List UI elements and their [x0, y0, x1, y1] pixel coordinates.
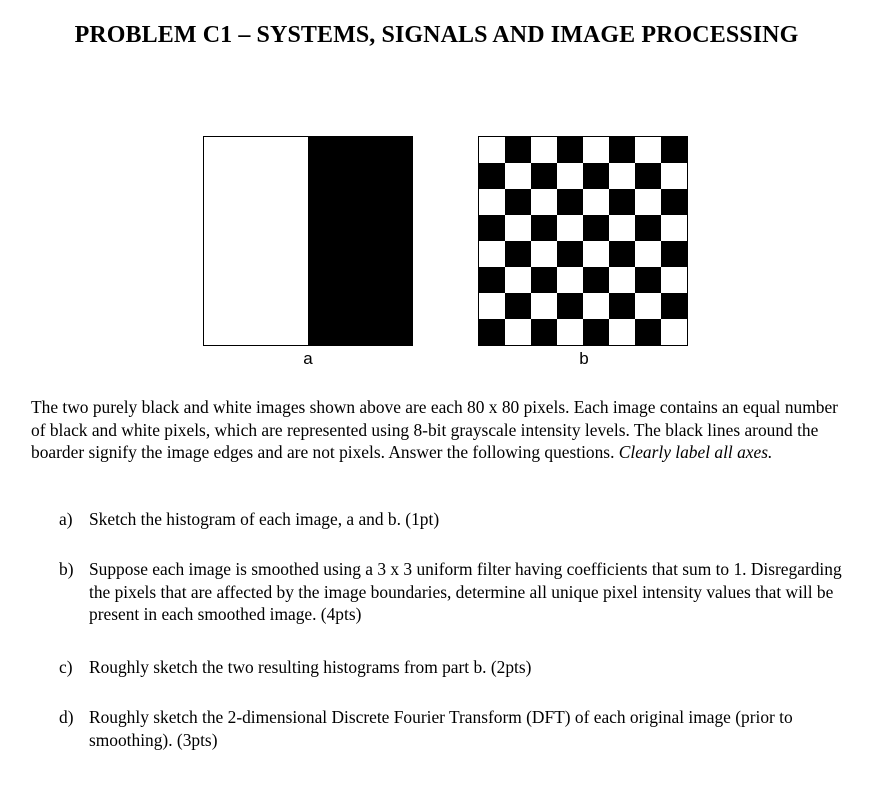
- checker-cell: [479, 163, 505, 189]
- question-text: Sketch the histogram of each image, a and b. (1pt): [89, 509, 440, 529]
- problem-intro: [31, 396, 843, 464]
- checker-cell: [609, 293, 635, 319]
- checker-cell: [557, 163, 583, 189]
- checker-cell: [531, 189, 557, 215]
- checker-cell: [531, 319, 557, 345]
- intro-text: The two purely black and white images shown above are each 80 x 80 pixels. Each image contains an equal number of black and white pixels, which are represented using 8-bit grayscale intensity levels. The black lines around the boarder signify the image edges and are not pixels. Answer the following questions.: [31, 397, 838, 462]
- checker-cell: [609, 189, 635, 215]
- checkerboard-grid: [479, 137, 687, 345]
- checker-cell: [635, 163, 661, 189]
- question-letter: a): [59, 509, 73, 529]
- checker-cell: [609, 241, 635, 267]
- checker-cell: [583, 215, 609, 241]
- checker-cell: [661, 215, 687, 241]
- checker-cell: [505, 319, 531, 345]
- image-a-label: a: [303, 349, 313, 368]
- checker-cell: [635, 189, 661, 215]
- checker-cell: [557, 319, 583, 345]
- intro-emphasis: Clearly label all axes.: [618, 442, 773, 462]
- checker-cell: [609, 137, 635, 163]
- checker-cell: [479, 319, 505, 345]
- question-letter: d): [59, 707, 74, 727]
- page-title: PROBLEM C1 – SYSTEMS, SIGNALS AND IMAGE PROCESSING: [74, 22, 799, 48]
- checker-cell: [531, 163, 557, 189]
- checker-cell: [531, 137, 557, 163]
- checker-cell: [609, 215, 635, 241]
- question-letter: b): [59, 559, 74, 579]
- checker-cell: [557, 267, 583, 293]
- checker-cell: [557, 241, 583, 267]
- question-b: [59, 558, 849, 626]
- checker-cell: [557, 215, 583, 241]
- checker-cell: [635, 293, 661, 319]
- checker-cell: [505, 293, 531, 319]
- checker-cell: [661, 137, 687, 163]
- checker-cell: [479, 215, 505, 241]
- image-a-half-white-half-black: [203, 136, 413, 346]
- checker-cell: [635, 137, 661, 163]
- image-b-checkerboard: [478, 136, 688, 346]
- checker-cell: [479, 189, 505, 215]
- checker-cell: [531, 267, 557, 293]
- checker-cell: [583, 293, 609, 319]
- checker-cell: [609, 267, 635, 293]
- checker-cell: [635, 241, 661, 267]
- checker-cell: [557, 137, 583, 163]
- checker-cell: [635, 215, 661, 241]
- checker-cell: [479, 241, 505, 267]
- checker-cell: [479, 293, 505, 319]
- checker-cell: [661, 267, 687, 293]
- checker-cell: [661, 293, 687, 319]
- checker-cell: [479, 267, 505, 293]
- white-half: [204, 137, 308, 345]
- checker-cell: [531, 293, 557, 319]
- checker-cell: [583, 319, 609, 345]
- checker-cell: [505, 267, 531, 293]
- question-d: [59, 706, 849, 751]
- checker-cell: [609, 163, 635, 189]
- question-letter: c): [59, 657, 73, 677]
- black-half: [308, 137, 412, 345]
- checker-cell: [609, 319, 635, 345]
- checker-cell: [557, 189, 583, 215]
- checker-cell: [583, 163, 609, 189]
- question-a: [59, 508, 849, 531]
- checker-cell: [505, 241, 531, 267]
- checker-cell: [661, 319, 687, 345]
- checker-cell: [583, 137, 609, 163]
- checker-cell: [661, 241, 687, 267]
- checker-cell: [505, 137, 531, 163]
- checker-cell: [583, 189, 609, 215]
- checker-cell: [583, 241, 609, 267]
- checker-cell: [479, 137, 505, 163]
- question-c: [59, 656, 849, 679]
- checker-cell: [505, 215, 531, 241]
- question-text: Roughly sketch the two resulting histograms from part b. (2pts): [89, 657, 532, 677]
- checker-cell: [557, 293, 583, 319]
- checker-cell: [505, 189, 531, 215]
- question-text: Roughly sketch the 2-dimensional Discrete Fourier Transform (DFT) of each original image (prior to smoothing). (3pts): [89, 707, 793, 750]
- checker-cell: [505, 163, 531, 189]
- checker-cell: [531, 215, 557, 241]
- checker-cell: [635, 319, 661, 345]
- checker-cell: [661, 163, 687, 189]
- checker-cell: [531, 241, 557, 267]
- checker-cell: [661, 189, 687, 215]
- image-b-label: b: [579, 349, 589, 368]
- checker-cell: [635, 267, 661, 293]
- checker-cell: [583, 267, 609, 293]
- question-text: Suppose each image is smoothed using a 3 x 3 uniform filter having coefficients that sum to 1. Disregarding the pixels that are affected by the image boundaries, determine all unique pixel intensity values that will be present in each smoothed image. (4pts): [89, 559, 842, 624]
